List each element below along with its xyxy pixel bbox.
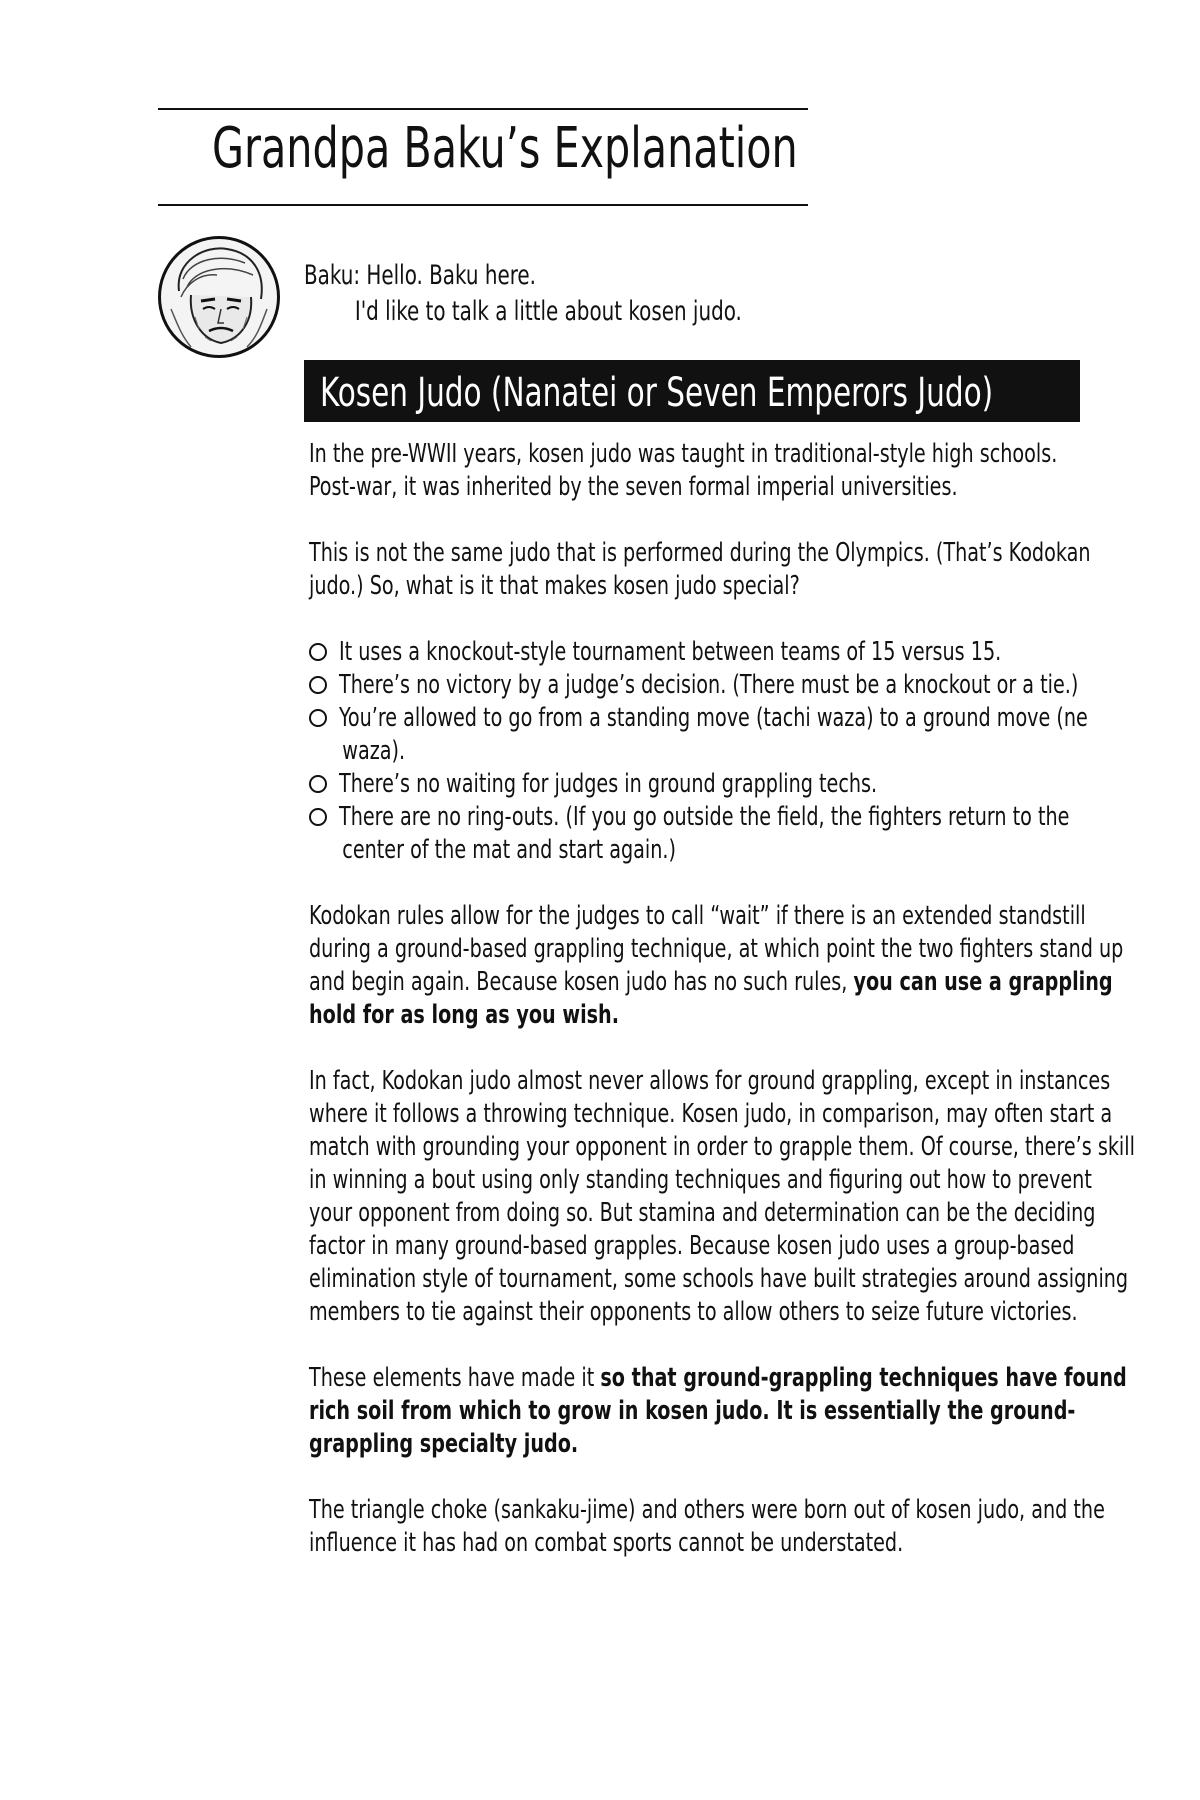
text-line: where it follows a throwing technique. Kosen judo, in comparison, may often start a <box>309 1099 1113 1129</box>
text-line: This is not the same judo that is performed during the Olympics. (That’s Kodokan <box>309 538 1091 568</box>
list-item <box>309 669 1200 702</box>
section-heading-bar <box>304 360 1080 422</box>
paragraph-5 <box>309 1362 1200 1461</box>
text-run: These elements have made it <box>309 1363 601 1393</box>
text-run: and begin again. Because kosen judo has no such rules, <box>309 967 854 997</box>
text-line: in winning a bout using only standing techniques and figuring out how to prevent <box>309 1165 1092 1195</box>
paragraph-6 <box>309 1494 1200 1560</box>
emphasis-text: so that ground-grappling techniques have found <box>600 1363 1127 1393</box>
list-item <box>309 768 1200 801</box>
page-title: Grandpa Baku’s Explanation <box>212 116 798 181</box>
paragraph-3 <box>309 900 1200 1032</box>
text-line: influence it has had on combat sports cannot be understated. <box>309 1528 904 1558</box>
circle-bullet-icon <box>309 643 327 661</box>
list-item-text: There’s no victory by a judge’s decision. (There must be a knockout or a tie.) <box>339 670 1079 700</box>
text-line <box>309 1395 1080 1428</box>
text-line: The triangle choke (sankaku-jime) and others were born out of kosen judo, and the <box>309 1495 1105 1525</box>
text-line <box>309 1428 1080 1461</box>
text-line: factor in many ground-based grapples. Because kosen judo uses a group-based <box>309 1231 1075 1261</box>
text-line <box>309 966 1113 999</box>
intro-second-line: I'd like to talk a little about kosen judo. <box>354 296 742 327</box>
text-line <box>309 999 1080 1032</box>
emphasis-text: rich soil from which to grow in kosen judo. It is essentially the ground- <box>309 1396 1076 1426</box>
paragraph-4 <box>309 1065 1200 1329</box>
list-item-text-continued: waza). <box>342 736 406 766</box>
text-line: judo.) So, what is it that makes kosen judo special? <box>309 571 800 601</box>
circle-bullet-icon <box>309 676 327 694</box>
intro-speaker-line: Baku: Hello. Baku here. <box>304 260 536 291</box>
text-line: your opponent from doing so. But stamina and determination can be the deciding <box>309 1198 1096 1228</box>
text-line: Kodokan rules allow for the judges to call “wait” if there is an extended standstill <box>309 901 1086 931</box>
title-block <box>158 108 808 206</box>
list-item-text: It uses a knockout-style tournament between teams of 15 versus 15. <box>339 637 1002 667</box>
text-line: members to tie against their opponents to allow others to seize future victories. <box>309 1297 1078 1327</box>
emphasis-text: you can use a grappling <box>853 967 1113 997</box>
list-item-text: There are no ring-outs. (If you go outside the field, the fighters return to the <box>339 802 1070 832</box>
text-line <box>309 1362 1127 1395</box>
section-heading: Kosen Judo (Nanatei or Seven Emperors Judo) <box>320 370 994 416</box>
text-line: In the pre-WWII years, kosen judo was taught in traditional-style high schools. <box>309 439 1058 469</box>
text-line: elimination style of tournament, some schools have built strategies around assigning <box>309 1264 1129 1294</box>
text-line: Post-war, it was inherited by the seven formal imperial universities. <box>309 472 958 502</box>
intro-dialogue <box>304 258 838 330</box>
kosen-features-list <box>309 636 1200 867</box>
paragraph-2 <box>309 537 1200 603</box>
emphasis-text: hold for as long as you wish. <box>309 1000 620 1030</box>
paragraph-1 <box>309 438 1200 504</box>
list-item <box>309 801 1200 867</box>
list-item <box>309 702 1200 768</box>
list-item-text-continued: center of the mat and start again.) <box>342 835 676 865</box>
circle-bullet-icon <box>309 808 327 826</box>
emphasis-text: grappling specialty judo. <box>309 1429 579 1459</box>
circle-bullet-icon <box>309 775 327 793</box>
baku-portrait <box>158 236 280 358</box>
list-item-text: You’re allowed to go from a standing move (tachi waza) to a ground move (ne <box>339 703 1088 733</box>
article-body <box>309 438 1200 1593</box>
list-item-text: There’s no waiting for judges in ground grappling techs. <box>339 769 878 799</box>
circle-bullet-icon <box>309 709 327 727</box>
text-line: match with grounding your opponent in order to grapple them. Of course, there’s skill <box>309 1132 1135 1162</box>
text-line: during a ground-based grappling technique, at which point the two fighters stand up <box>309 934 1124 964</box>
list-item <box>309 636 1200 669</box>
text-line: In fact, Kodokan judo almost never allows for ground grappling, except in instances <box>309 1066 1111 1096</box>
baku-face-illustration <box>161 239 277 355</box>
